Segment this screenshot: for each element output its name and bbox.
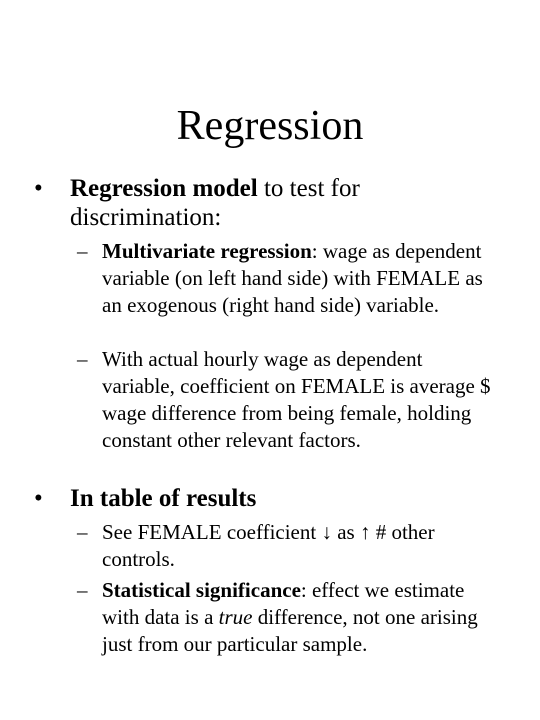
sub-bullet-text: With actual hourly wage as dependent variable, coefficient on FEMALE is average $ wage difference from being female, holding constant other relevant factors.	[102, 347, 491, 452]
dash-marker: –	[77, 239, 88, 263]
sub-bullet-italic-text: true	[218, 605, 253, 629]
bullet-marker: •	[34, 175, 43, 202]
sub-bullet-text: See FEMALE coefficient ↓ as ↑ # other controls.	[102, 520, 435, 571]
bullet-bold-text: In table of results	[70, 485, 257, 512]
sub-bullet-rest-text: : effect we estimate with data is a	[102, 578, 465, 629]
sub-bullet-bold-text: Multivariate regression	[102, 239, 312, 263]
dash-marker: –	[77, 520, 88, 544]
bullet-bold-text: Regression model	[70, 175, 258, 202]
sub-bullet-bold-text: Statistical significance	[102, 578, 301, 602]
slide-title: Regression	[176, 103, 364, 149]
bullet-rest-text: to test for discrimination:	[70, 175, 360, 231]
sub-bullet-text	[102, 577, 494, 658]
bullet-text	[70, 484, 510, 513]
dash-marker: –	[77, 347, 88, 371]
bullet-text	[70, 174, 510, 232]
sub-bullet-rest-text: difference, not one arising just from our particular sample.	[102, 605, 478, 656]
sub-bullet-text	[102, 238, 494, 319]
bullet-marker: •	[34, 485, 43, 512]
sub-bullet-rest-text: : wage as dependent variable (on left hand side) with FEMALE as an exogenous (right hand side) variable.	[102, 239, 483, 317]
dash-marker: –	[77, 578, 88, 602]
